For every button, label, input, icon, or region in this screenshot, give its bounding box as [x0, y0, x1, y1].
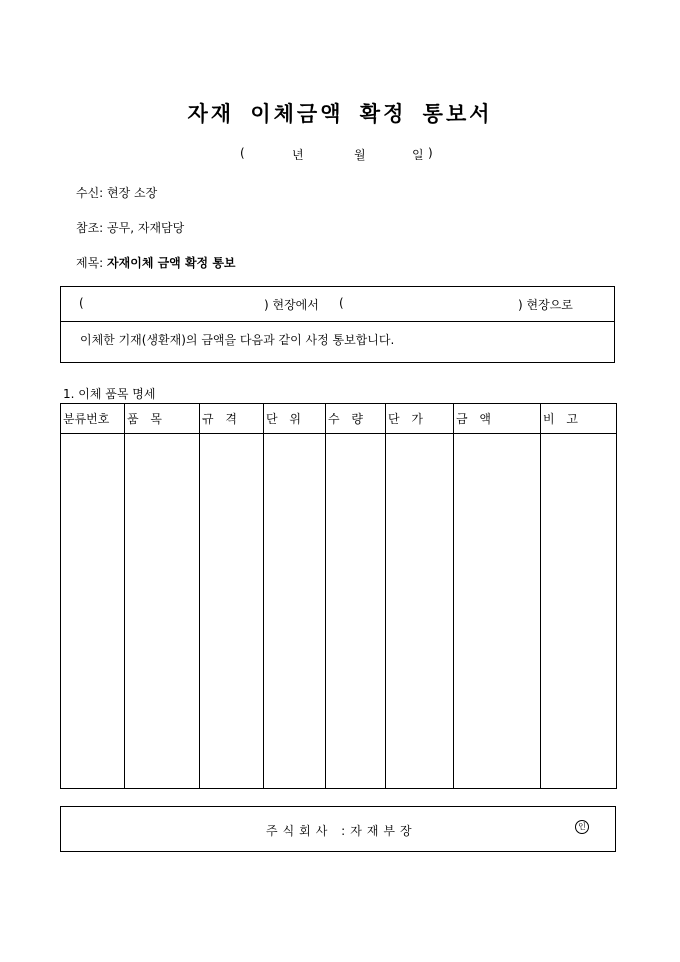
- from-site-open-paren: (: [79, 296, 84, 310]
- table-cell[interactable]: [264, 434, 326, 789]
- header-quantity: 수 량: [326, 404, 386, 434]
- subject-field: [76, 254, 236, 271]
- date-day: 일: [412, 148, 424, 162]
- to-site-label: ) 현장으로: [518, 298, 573, 312]
- table-cell[interactable]: [541, 434, 617, 789]
- header-remarks: 비 고: [541, 404, 617, 434]
- table-header-row: [61, 404, 617, 434]
- document-title: 자재 이체금액 확정 통보서: [187, 101, 493, 126]
- date-line: [236, 146, 446, 162]
- subject-label: 제목:: [76, 256, 108, 270]
- date-open-paren: (: [240, 146, 245, 160]
- section-title: 1. 이체 품목 명세: [63, 387, 156, 401]
- seal-mark: 인: [575, 820, 589, 834]
- table-cell[interactable]: [386, 434, 454, 789]
- table-cell[interactable]: [61, 434, 125, 789]
- signature-line: 주식회사 :자재부장: [266, 824, 417, 838]
- header-amount: 금 액: [454, 404, 541, 434]
- table-cell[interactable]: [200, 434, 264, 789]
- recipient-field: 수신: 현장 소장: [76, 186, 158, 200]
- date-close-paren: ): [428, 146, 433, 160]
- header-category-no: 분류번호: [61, 404, 125, 434]
- table-body-row: [61, 434, 617, 789]
- transfer-message: 이체한 기재(생환재)의 금액을 다음과 같이 사정 통보합니다.: [80, 333, 395, 347]
- reference-field: 참조: 공무, 자재담당: [76, 221, 185, 235]
- signature-box: [60, 806, 616, 852]
- transfer-sites-row: [61, 287, 614, 322]
- items-table: [60, 403, 617, 789]
- date-month: 월: [354, 148, 366, 162]
- header-unit: 단 위: [264, 404, 326, 434]
- transfer-box: [60, 286, 615, 363]
- table-cell[interactable]: [125, 434, 200, 789]
- date-year: 년: [292, 148, 304, 162]
- subject-value: 자재이체 금액 확정 통보: [107, 256, 236, 270]
- table-cell[interactable]: [454, 434, 541, 789]
- header-spec: 규 격: [200, 404, 264, 434]
- table-cell[interactable]: [326, 434, 386, 789]
- header-item: 품 목: [125, 404, 200, 434]
- to-site-open-paren: (: [339, 296, 344, 310]
- header-unit-price: 단 가: [386, 404, 454, 434]
- from-site-label: ) 현장에서: [264, 298, 319, 312]
